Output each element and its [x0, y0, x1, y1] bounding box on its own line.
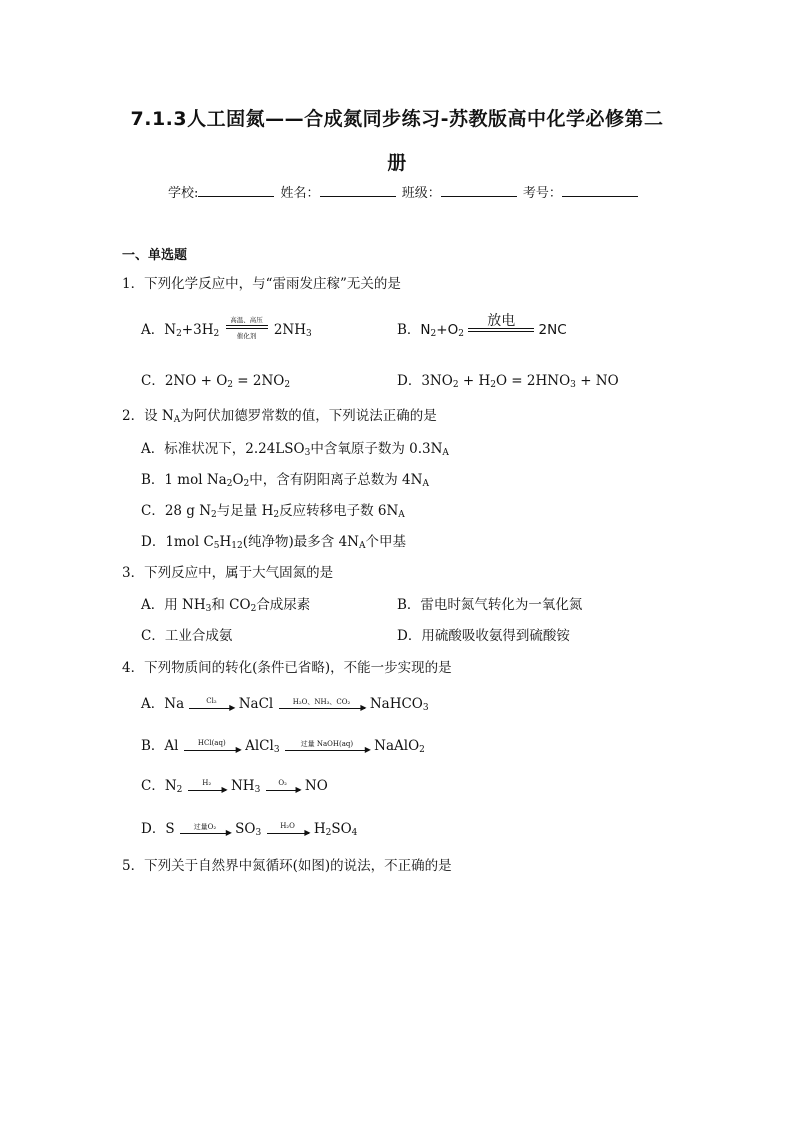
- question-4-option-c: C．$N_2$ H₂ ▶ $NH_3$ O₂ ▶ NO: [141, 778, 328, 795]
- reaction-arrow-icon: H₂O ▶: [267, 833, 309, 834]
- question-2-stem: 2．设 $N_A$为阿伏加德罗常数的值，下列说法正确的是: [122, 408, 437, 425]
- question-1-stem: 1．下列化学反应中，与“雷雨发庄稼”无关的是: [122, 276, 401, 292]
- exam-number-blank[interactable]: [562, 184, 638, 197]
- question-3-option-d: D．用硫酸吸收氨得到硫酸铵: [397, 628, 570, 644]
- reaction-arrow-icon: H₂ ▶: [188, 790, 226, 791]
- reaction-arrow-icon: O₂ ▶: [266, 790, 300, 791]
- name-blank[interactable]: [320, 184, 396, 197]
- section-heading: 一、单选题: [122, 248, 188, 263]
- reaction-arrow-icon: H₂O、NH₃、CO₂ ▶: [279, 708, 365, 709]
- class-blank[interactable]: [441, 184, 517, 197]
- question-3-option-c: C．工业合成氨: [141, 628, 233, 644]
- reaction-condition-arrow-icon: 放电: [468, 328, 534, 332]
- question-4-option-d: D．S 过量O₂ ▶ $SO_3$ H₂O ▶ $H_2SO_4$: [141, 821, 358, 838]
- question-3-option-a: A．用 $NH_3$和 $CO_2$合成尿素: [141, 597, 311, 614]
- question-3-option-b: B．雷电时氮气转化为一氧化氮: [397, 597, 583, 613]
- document-title-line2: 册: [387, 152, 407, 174]
- question-2-option-a: A．标准状况下，$2.24LSO_3$中含氧原子数为 $0.3N_A$: [141, 441, 449, 458]
- question-2-option-d: D．1mol $C_5H_{12}$(纯净物)最多含 $4N_A$个甲基: [141, 534, 406, 551]
- class-label: 班级：: [401, 186, 441, 201]
- reaction-arrow-icon: Cl₂ ▶: [189, 708, 233, 709]
- question-4-stem: 4．下列物质间的转化(条件已省略)，不能一步实现的是: [122, 660, 452, 676]
- school-blank[interactable]: [198, 184, 274, 197]
- question-1-option-c: C．$2NO + O_2 = 2NO_2$: [141, 373, 291, 390]
- question-5-stem: 5．下列关于自然界中氮循环(如图)的说法，不正确的是: [122, 858, 452, 874]
- name-label: 姓名：: [280, 186, 320, 201]
- question-4-option-a: A．Na Cl₂ ▶ NaCl H₂O、NH₃、CO₂ ▶ NaHCO$_3$: [141, 696, 429, 713]
- question-1-option-b: B．$N_2+O_2$ 放电 2NC: [397, 313, 567, 339]
- document-title-line1: 7.1.3人工固氮——合成氮同步练习-苏教版高中化学必修第二: [130, 108, 664, 130]
- question-1-option-d: D．$3NO_2 + H_2O = 2HNO_3$ + NO: [397, 373, 619, 390]
- student-info-row: [168, 182, 640, 201]
- question-3-stem: 3．下列反应中，属于大气固氮的是: [122, 565, 334, 581]
- school-label: 学校:: [168, 186, 199, 201]
- exam-number-label: 考号：: [522, 186, 562, 201]
- question-2-option-b: B．1 mol $Na_2O_2$中，含有阴阳离子总数为 $4N_A$: [141, 472, 429, 489]
- reaction-arrow-icon: 过量O₂ ▶: [180, 833, 230, 834]
- reaction-arrow-icon: HCl(aq) ▶: [184, 750, 240, 751]
- reversible-arrow-icon: 高温、高压 催化剂: [224, 321, 270, 335]
- question-2-option-c: C．28 g $N_2$与足量 $H_2$反应转移电子数 $6N_A$: [141, 503, 405, 520]
- question-1-option-a: A．$N_2+3H_2$ 高温、高压 催化剂 $2NH_3$: [141, 316, 312, 340]
- reaction-arrow-icon: 过量 NaOH(aq) ▶: [285, 750, 369, 751]
- question-4-option-b: B．Al HCl(aq) ▶ AlCl$_3$ 过量 NaOH(aq) ▶ NaAlO$_2$: [141, 738, 425, 755]
